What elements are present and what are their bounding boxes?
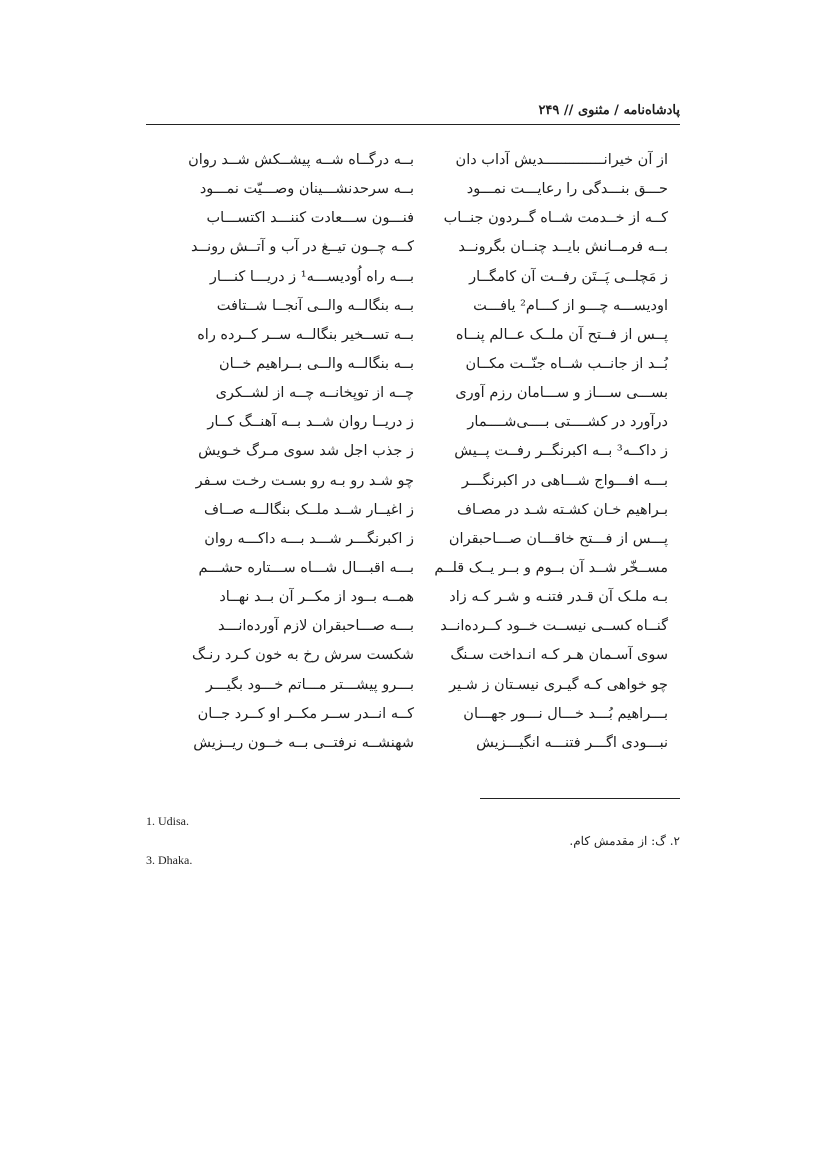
hemistich-right: پـــس از فـــتح خاقـــان صـــاحبقران — [448, 530, 668, 547]
hemistich-left: کــه چــون تیــغ در آب و آتــش رونــد — [191, 239, 414, 256]
couplet — [178, 350, 668, 379]
couplet — [178, 612, 668, 641]
hemistich-right: بـــراهیم بُـــد خـــال نـــور جهـــان — [463, 705, 668, 722]
hemistich-left: چــه از توپخانــه چــه از لشــکری — [215, 385, 414, 402]
footnote-rule — [480, 798, 680, 799]
couplet — [178, 467, 668, 496]
hemistich-left: ز اکبرنگـــر شـــد بـــه داکـــه روان — [204, 530, 414, 547]
couplet — [178, 525, 668, 554]
couplet — [178, 175, 668, 204]
header-rule — [146, 124, 680, 125]
hemistich-right: مســخّر شــد آن بــوم و بــر یــک قلــم — [434, 560, 668, 577]
poem-body — [178, 146, 668, 758]
couplet — [178, 554, 668, 583]
couplet — [178, 233, 668, 262]
hemistich-right: کــه از خــدمت شــاه گــردون جنــاب — [443, 210, 668, 227]
couplet — [178, 408, 668, 437]
hemistich-left: ز دریــا روان شــد بــه آهنــگ کــار — [207, 414, 414, 431]
couplet — [178, 437, 668, 466]
hemistich-right: بســـی ســـاز و ســـامان رزم آوری — [455, 385, 668, 402]
hemistich-left: بــه تســخیر بنگالــه ســر کــرده راه — [197, 326, 414, 343]
hemistich-right: بـه ملـک آن قـدر فتنـه و شـر کـه زاد — [449, 589, 668, 606]
hemistich-left: بـــه صـــاحبقران لازم آورده‌انـــد — [218, 618, 414, 635]
hemistich-right: اودیســـه چـــو از کـــام² یافـــت — [473, 297, 668, 314]
hemistich-left: فنـــون ســـعادت کننـــد اکتســـاب — [206, 210, 414, 227]
hemistich-left: بـــه راه اُودیســـه¹ ز دریـــا کنـــار — [209, 268, 414, 285]
couplet — [178, 292, 668, 321]
hemistich-left: بــه سرحدنشـــینان وصـــیّت نمـــود — [199, 181, 414, 198]
hemistich-right: چو خواهی کـه گیـری نیسـتان ز شـیر — [449, 676, 668, 693]
hemistich-left: چو شـد رو بـه رو بسـت رخـت سـفر — [195, 472, 414, 489]
hemistich-left: بـــه اقبـــال شـــاه ســـتاره حشـــم — [198, 560, 414, 577]
hemistich-right: حـــق بنـــدگی را رعایـــت نمـــود — [466, 181, 668, 198]
hemistich-right: نبـــودی اگـــر فتنـــه انگیـــزیش — [476, 734, 668, 751]
hemistich-right: درآورد در کشــــتی بــــی‌شــــمار — [467, 414, 668, 431]
hemistich-right: ز داکــه³ بــه اکبرنگــر رفــت پــیش — [454, 443, 668, 460]
running-header: پادشاه‌نامه / مثنوی // ۲۴۹ — [538, 103, 680, 118]
hemistich-right: بـــه افـــواج شـــاهی در اکبرنگـــر — [461, 472, 668, 489]
footnote-2: ۲. گ: از مقدمش کام. — [569, 834, 680, 848]
couplet — [178, 700, 668, 729]
hemistich-right: بــه فرمــانش بایــد چنــان بگرونــد — [458, 239, 668, 256]
hemistich-left: همــه بــود از مکــر آن بــد نهــاد — [219, 589, 414, 606]
couplet — [178, 204, 668, 233]
couplet — [178, 496, 668, 525]
hemistich-right: از آن خیرانــــــــــــــدیش آداب دان — [455, 152, 668, 169]
hemistich-left: بــه بنگالــه والــی آنجــا شــتافت — [216, 297, 414, 314]
hemistich-right: بُــد از جانــب شــاه جنّــت مکــان — [465, 356, 668, 373]
couplet — [178, 321, 668, 350]
hemistich-left: شهنشــه نرفتــی بــه خــون ریــزیش — [193, 734, 414, 751]
couplet — [178, 263, 668, 292]
hemistich-right: پــس از فــتح آن ملــک عــالم پنــاه — [455, 326, 668, 343]
hemistich-right: بـراهیم خـان کشـته شـد در مصـاف — [456, 501, 668, 518]
hemistich-right: سوی آسـمان هـر کـه انـداخت سـنگ — [450, 647, 668, 664]
hemistich-left: شکست سرش رخ به خون کـرد رنـگ — [192, 647, 414, 664]
couplet — [178, 583, 668, 612]
hemistich-right: ز مَچلــی پَــتَن رفــت آن کامگــار — [469, 268, 668, 285]
hemistich-left: ز اغیــار شــد ملــک بنگالــه صــاف — [203, 501, 414, 518]
hemistich-left: بـــرو پیشـــتر مـــاتم خـــود بگیـــر — [205, 676, 414, 693]
couplet — [178, 379, 668, 408]
couplet — [178, 641, 668, 670]
hemistich-left: ز جذب اجل شد سوی مـرگ خـویش — [198, 443, 414, 460]
footnote-3: 3. Dhaka. — [146, 853, 193, 867]
couplet — [178, 671, 668, 700]
hemistich-right: گنــاه کســی نیســت خــود کــرده‌انــد — [440, 618, 668, 635]
hemistich-left: کــه انــدر ســر مکــر او کــرد جــان — [197, 705, 414, 722]
footnote-1: 1. Udisa. — [146, 814, 189, 828]
couplet — [178, 729, 668, 758]
couplet — [178, 146, 668, 175]
hemistich-left: بــه درگــاه شــه پیشــکش شــد روان — [188, 152, 414, 169]
hemistich-left: بــه بنگالــه والــی بــراهیم خــان — [218, 356, 414, 373]
